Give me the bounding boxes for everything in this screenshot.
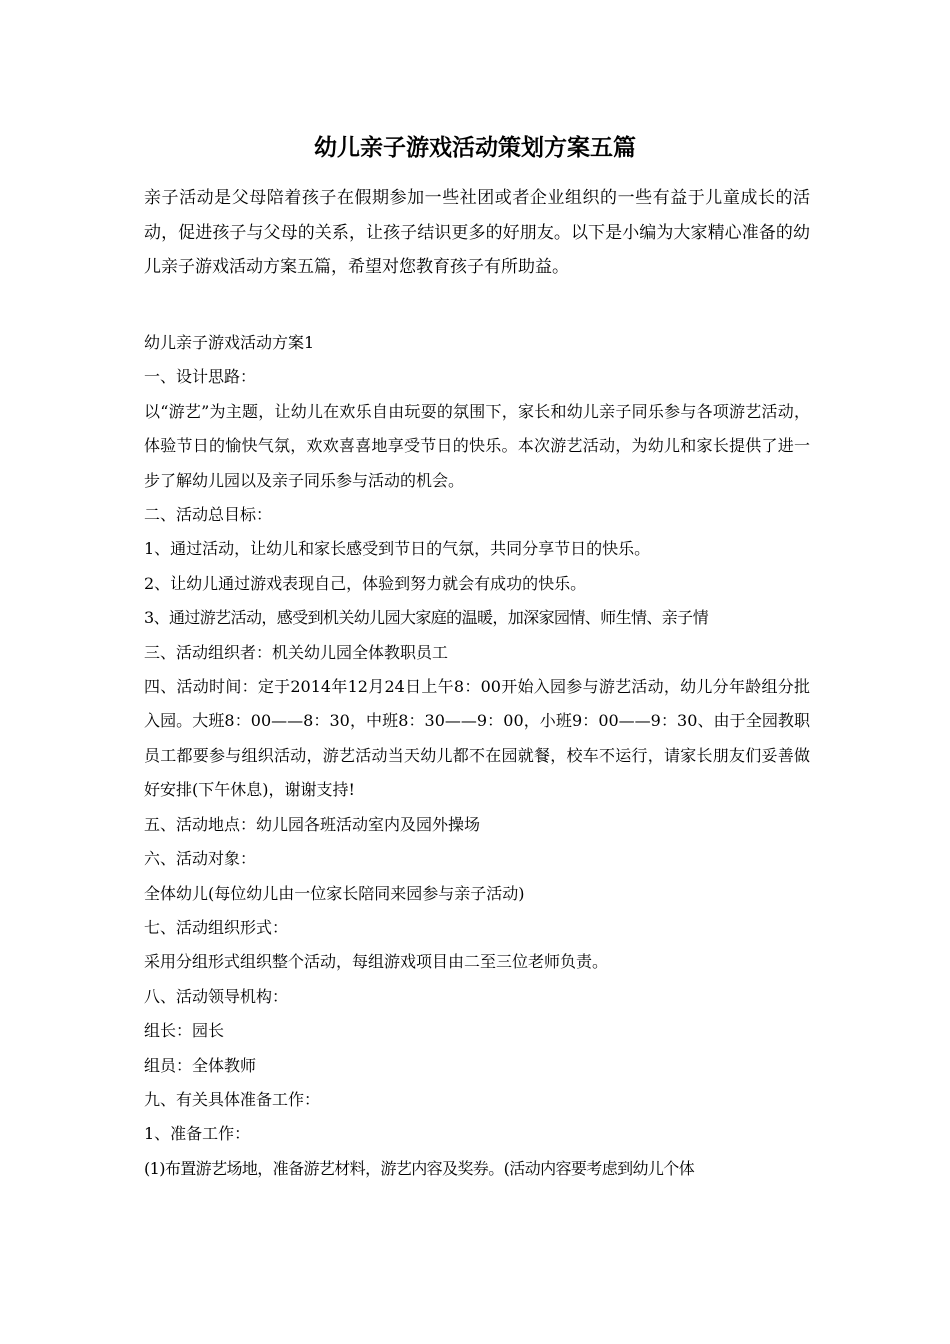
paragraph: 1、通过活动，让幼儿和家长感受到节日的气氛，共同分享节日的快乐。 xyxy=(144,539,651,559)
paragraph: 1、准备工作： xyxy=(144,1124,251,1144)
paragraph: 全体幼儿(每位幼儿由一位家长陪同来园参与亲子活动) xyxy=(144,883,525,903)
paragraph: 七、活动组织形式： xyxy=(144,917,289,937)
section-heading: 幼儿亲子游戏活动方案1 xyxy=(144,333,315,352)
paragraph: 采用分组形式组织整个活动，每组游戏项目由二至三位老师负责。 xyxy=(144,952,609,972)
paragraph: 组长：园长 xyxy=(144,1021,225,1041)
paragraph: 六、活动对象： xyxy=(144,849,257,869)
paragraph: 四、活动时间：定于2014年12月24日上午8：00开始入园参与游艺活动，幼儿分年龄组分批入园。大班8：00——8：30，中班8：30——9：00，小班9：00——9：30、由于全园教职员工都要参与组织活动，游艺活动当天幼儿都不在园就餐，校车不运行，请家长朋友们妥善做好安排(下午休息)，谢谢支持! xyxy=(144,677,810,800)
document-title: 幼儿亲子游戏活动策划方案五篇 xyxy=(314,134,636,161)
document-body xyxy=(144,326,810,1186)
paragraph: 2、让幼儿通过游戏表现自己，体验到努力就会有成功的快乐。 xyxy=(144,573,587,593)
paragraph: 一、设计思路： xyxy=(144,367,257,387)
paragraph: 二、活动总目标： xyxy=(144,505,273,525)
paragraph: 九、有关具体准备工作： xyxy=(144,1089,321,1109)
paragraph: 3、通过游艺活动，感受到机关幼儿园大家庭的温暖，加深家园情、师生情、亲子情 xyxy=(144,608,708,628)
paragraph: 以“游艺”为主题，让幼儿在欢乐自由玩耍的氛围下，家长和幼儿亲子同乐参与各项游艺活动，体验节日的愉快气氛，欢欢喜喜地享受节日的快乐。本次游艺活动，为幼儿和家长提供了进一步了解幼儿园以及亲子同乐参与活动的机会。 xyxy=(144,401,810,490)
paragraph: 五、活动地点：幼儿园各班活动室内及园外操场 xyxy=(144,814,481,834)
paragraph: 三、活动组织者：机关幼儿园全体教职员工 xyxy=(144,642,449,662)
intro-paragraph: 亲子活动是父母陪着孩子在假期参加一些社团或者企业组织的一些有益于儿童成长的活动，促进孩子与父母的关系，让孩子结识更多的好朋友。以下是小编为大家精心准备的幼儿亲子游戏活动方案五篇，希望对您教育孩子有所助益。 xyxy=(144,188,810,277)
paragraph: 八、活动领导机构： xyxy=(144,986,289,1006)
paragraph: 组员：全体教师 xyxy=(144,1055,257,1075)
paragraph: (1)布置游艺场地，准备游艺材料，游艺内容及奖券。(活动内容要考虑到幼儿个体 xyxy=(144,1158,695,1178)
